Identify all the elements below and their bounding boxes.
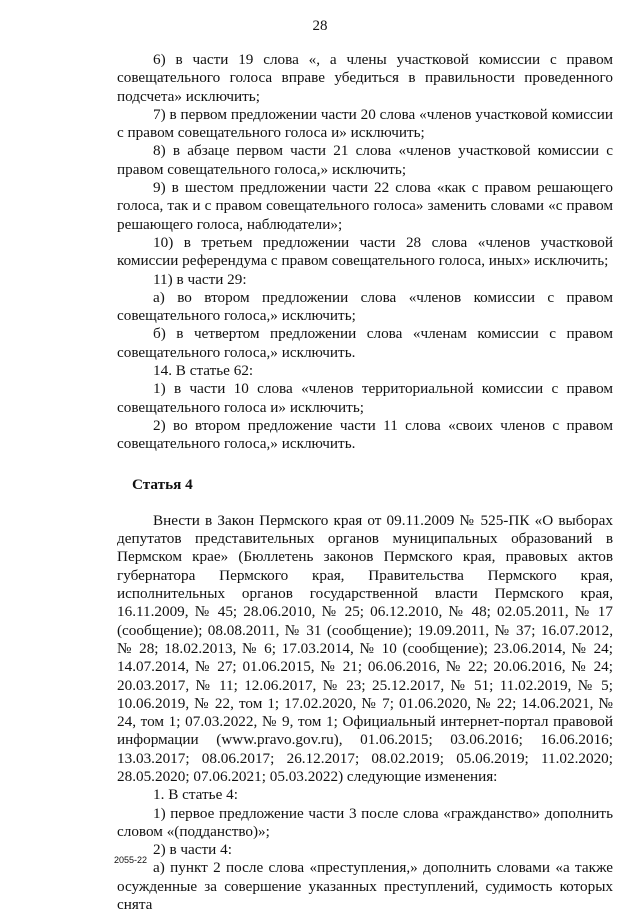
paragraph: 2) в части 4:: [153, 841, 232, 859]
paragraph: б) в четвертом предложении слова «членам комиссии с правом совещательного голоса,» исключить.: [117, 325, 613, 361]
paragraph: 10) в третьем предложении части 28 слова «членов участковой комиссии референдума с правом совещательного голоса, иных» исключить;: [117, 233, 613, 270]
paragraph: 1. В статье 4:: [153, 786, 238, 804]
paragraph: 1) в части 10 слова «членов территориальной комиссии с правом совещательного голоса и» исключить;: [117, 380, 613, 416]
paragraph: 7) в первом предложении части 20 слова «членов участковой комиссии с правом совещательного голоса и» исключить;: [117, 105, 613, 142]
paragraph: Внести в Закон Пермского края от 09.11.2009 № 525-ПК «О выборах депутатов представительных органов муниципальных образований в Пермском крае» (Бюллетень законов Пермского края, правовых актов губернатора Пермского края, Правительства Пермского края, исполнительных органов государственной власти Пермского края, 16.11.2009, № 45; 28.06.2010, № 25; 06.12.2010, № 48; 02.05.2011, № 17 (сообщение); 08.08.2011, № 31 (сообщение); 19.09.2011, № 37; 16.07.2012, № 28; 18.02.2013, № 6; 17.03.2014, № 10 (сообщение); 23.06.2014, № 24; 14.07.2014, № 27; 01.06.2015, № 21; 06.06.2016, № 22; 20.06.2016, № 24; 20.03.2017, № 11; 12.06.2017, № 23; 25.12.2017, № 51; 11.02.2019, № 5; 10.06.2019, № 22, том 1; 17.02.2020, № 7; 01.06.2020, № 22; 14.06.2021, № 24, том 1; 07.03.2022, № 9, том 1; Официальный интернет-портал правовой информации (www.pravo.gov.ru), 01.06.2015; 03.06.2016; 16.06.2016; 13.03.2017; 08.06.2017; 26.12.2017; 08.02.2019; 05.06.2019; 11.02.2020; 28.05.2020; 07.06.2021; 05.03.2022) следующие изменения:: [117, 511, 613, 785]
document-body: [117, 51, 613, 914]
paragraph: 11) в части 29:: [153, 270, 247, 288]
paragraph: 9) в шестом предложении части 22 слова «как с правом решающего голоса, так и с правом совещательного голоса» заменить словами «с правом решающего голоса, наблюдатели»;: [117, 179, 613, 233]
paragraph: а) пункт 2 после слова «преступления,» дополнить словами «а также осужденные за совершение указанных преступлений, судимость которых снята: [117, 859, 613, 914]
paragraph: 1) первое предложение части 3 после слова «гражданство» дополнить словом «(подданство)»;: [117, 804, 613, 840]
paragraph: 2) во втором предложение части 11 слова «своих членов с правом совещательного голоса,» исключить.: [117, 416, 613, 453]
paragraph: 6) в части 19 слова «, а члены участковой комиссии с правом совещательного голоса вправе убедиться в правильности проведенного подсчета» исключить;: [117, 51, 613, 105]
paragraph: а) во втором предложении слова «членов комиссии с правом совещательного голоса,» исключить;: [117, 288, 613, 325]
paragraph: 8) в абзаце первом части 21 слова «членов участковой комиссии с правом совещательного голоса,» исключить;: [117, 142, 613, 178]
document-code: 2055-22: [114, 855, 148, 865]
paragraph: 14. В статье 62:: [153, 362, 254, 380]
page-number: 28: [312, 18, 328, 34]
article-heading: Статья 4: [132, 475, 193, 493]
